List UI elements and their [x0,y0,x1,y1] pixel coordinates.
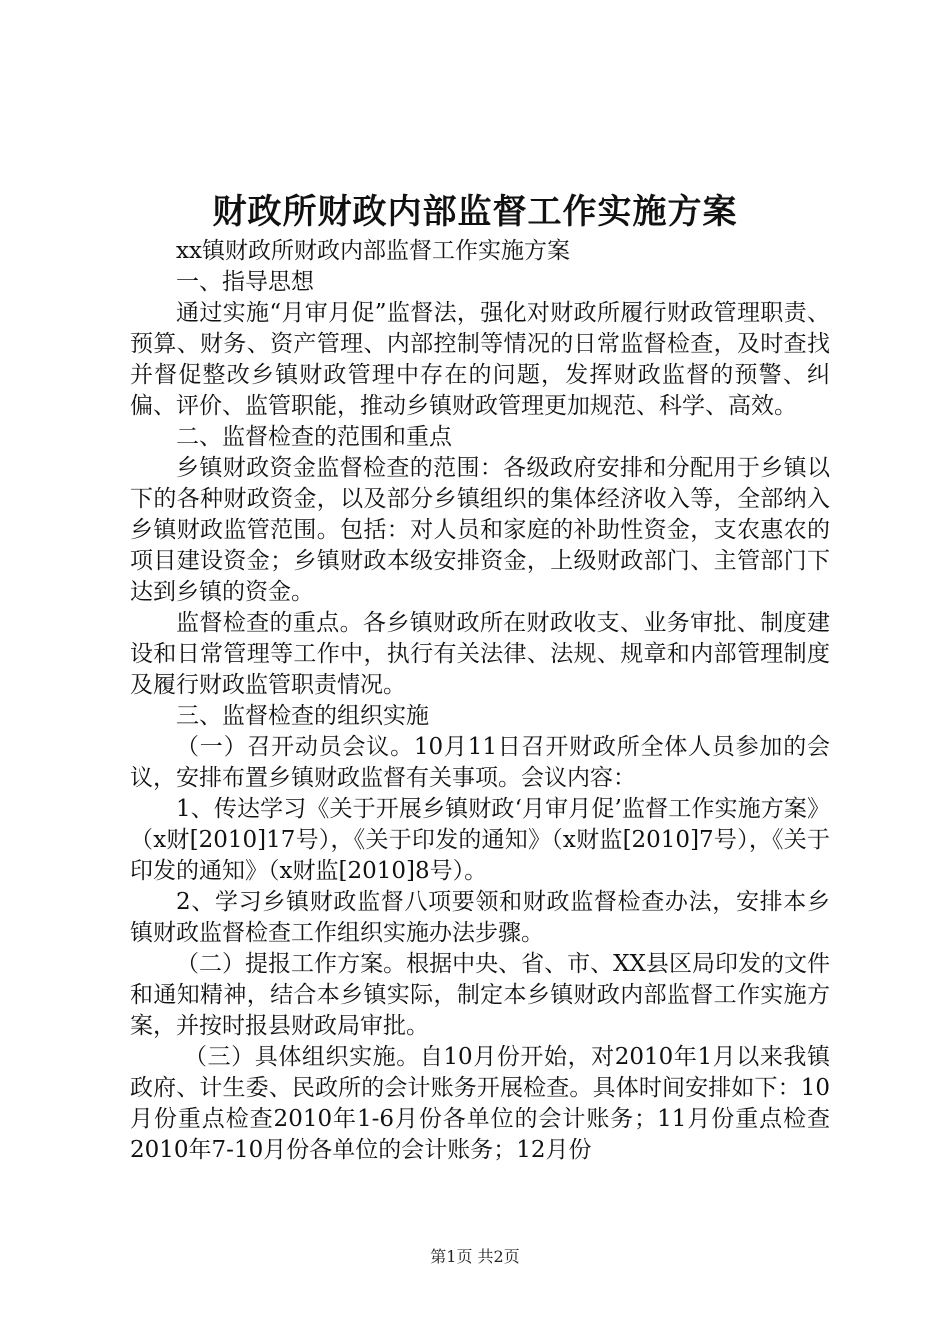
paragraph-item-1: 1、传达学习《关于开展乡镇财政‘月审月促’监督工作实施方案》（x财[2010]17号），《关于印发的通知》（x财监[2010]7号），《关于印发的通知》（x财监[2010]8号）。 [130,796,830,884]
document-body [130,236,830,1166]
subtitle-paragraph: xx镇财政所财政内部监督工作实施方案 [176,238,570,264]
document-title: 财政所财政内部监督工作实施方案 [212,192,738,232]
paragraph-implementation: （三）具体组织实施。自10月份开始，对2010年1月以来我镇政府、计生委、民政所的会计账务开展检查。具体时间安排如下：10月份重点检查2010年1-6月份各单位的会计账务；11月份重点检查2010年7-10月份各单位的会计账务；12月份 [130,1044,830,1163]
paragraph-guiding-thought: 通过实施“月审月促”监督法，强化对财政所履行财政管理职责、预算、财务、资产管理、内部控制等情况的日常监督检查，及时查找并督促整改乡镇财政管理中存在的问题，发挥财政监督的预警、纠偏、评价、监管职能，推动乡镇财政管理更加规范、科学、高效。 [130,300,830,419]
page-footer: 第1页 共2页 [430,1247,520,1266]
section-heading-2: 二、监督检查的范围和重点 [176,424,452,450]
paragraph-item-2: 2、学习乡镇财政监督八项要领和财政监督检查办法，安排本乡镇财政监督检查工作组织实施办法步骤。 [130,889,830,946]
paragraph-work-plan: （二）提报工作方案。根据中央、省、市、XX县区局印发的文件和通知精神，结合本乡镇实际，制定本乡镇财政内部监督工作实施方案，并按时报县财政局审批。 [130,951,830,1039]
paragraph-focus: 监督检查的重点。各乡镇财政所在财政收支、业务审批、制度建设和日常管理等工作中，执行有关法律、法规、规章和内部管理制度及履行财政监管职责情况。 [130,610,830,698]
section-heading-3: 三、监督检查的组织实施 [176,703,429,729]
paragraph-mobilization-meeting: （一）召开动员会议。10月11日召开财政所全体人员参加的会议，安排布置乡镇财政监督有关事项。会议内容： [130,734,830,791]
section-heading-1: 一、指导思想 [176,269,314,295]
paragraph-scope: 乡镇财政资金监督检查的范围：各级政府安排和分配用于乡镇以下的各种财政资金，以及部分乡镇组织的集体经济收入等，全部纳入乡镇财政监管范围。包括：对人员和家庭的补助性资金，支农惠农的项目建设资金；乡镇财政本级安排资金，上级财政部门、主管部门下达到乡镇的资金。 [130,455,830,605]
